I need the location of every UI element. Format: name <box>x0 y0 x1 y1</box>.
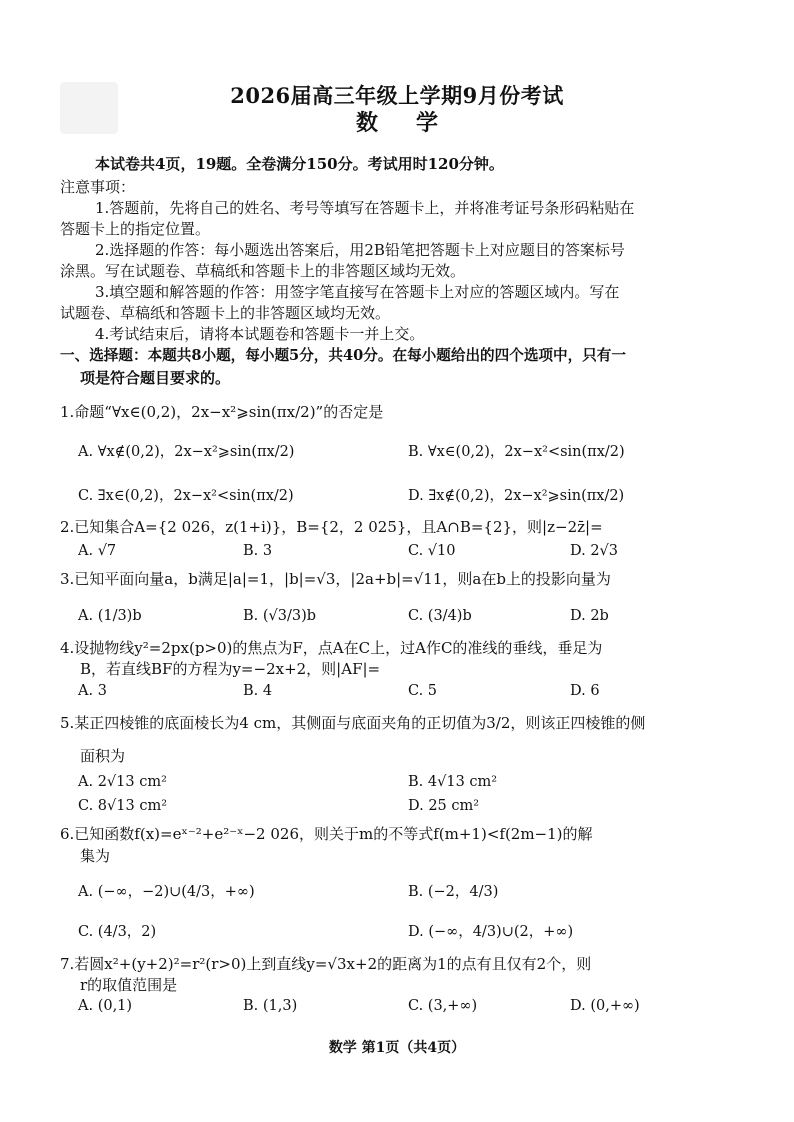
question-7-stem: 7.若圆x²+(y+2)²=r²(r>0)上到直线y=√3x+2的距离为1的点有且仅有2个，则 <box>60 955 592 973</box>
q7-option-d: D. (0,+∞) <box>570 998 640 1014</box>
notice-line: 1.答题前，先将自己的姓名、考号等填写在答题卡上，并将准考证号条形码粘贴在 <box>95 199 635 217</box>
exam-intro: 本试卷共4页，19题。全卷满分150分。考试用时120分钟。 <box>95 155 504 173</box>
q1-option-d: D. ∃x∉(0,2)，2x−x²⩾sin(πx/2) <box>408 488 625 504</box>
q4-option-c: C. 5 <box>408 683 438 699</box>
q4-option-a: A. 3 <box>78 683 107 699</box>
question-3-stem: 3.已知平面向量a，b满足|a|=1，|b|=√3，|2a+b|=√11，则a在b上的投影向量为 <box>60 570 611 588</box>
q7-option-b: B. (1,3) <box>243 998 298 1014</box>
q2-option-c: C. √10 <box>408 543 456 559</box>
q5-option-c: C. 8√13 cm² <box>78 798 168 814</box>
notice-line: 涂黑。写在试题卷、草稿纸和答题卡上的非答题区域均无效。 <box>60 262 466 280</box>
q3-option-b: B. (√3/3)b <box>243 608 317 624</box>
q1-option-b: B. ∀x∈(0,2)，2x−x²<sin(πx/2) <box>408 444 625 460</box>
notice-line: 2.选择题的作答：每小题选出答案后，用2B铅笔把答题卡上对应题目的答案标号 <box>95 241 625 259</box>
notice-line: 4.考试结束后，请将本试题卷和答题卡一并上交。 <box>95 325 425 343</box>
question-6-stem: 6.已知函数f(x)=eˣ⁻²+e²⁻ˣ−2 026，则关于m的不等式f(m+1)<f(2m−1)的解 <box>60 825 593 843</box>
q3-option-a: A. (1/3)b <box>78 608 142 624</box>
notice-heading: 注意事项： <box>60 178 136 196</box>
section-heading-cont: 项是符合题目要求的。 <box>80 369 231 387</box>
q7-option-a: A. (0,1) <box>78 998 133 1014</box>
question-5-stem-cont: 面积为 <box>80 747 126 765</box>
q7-option-c: C. (3,+∞) <box>408 998 478 1014</box>
q5-option-a: A. 2√13 cm² <box>78 774 167 790</box>
notice-line: 试题卷、草稿纸和答题卡上的非答题区域均无效。 <box>60 304 391 322</box>
q6-option-d: D. (−∞，4/3)∪(2，+∞) <box>408 924 574 940</box>
question-1-stem: 1.命题“∀x∈(0,2)，2x−x²⩾sin(πx/2)”的否定是 <box>60 403 384 421</box>
q1-option-a: A. ∀x∉(0,2)，2x−x²⩾sin(πx/2) <box>78 444 295 460</box>
section-heading: 一、选择题：本题共8小题，每小题5分，共40分。在每小题给出的四个选项中，只有一 <box>60 347 626 364</box>
q6-option-a: A. (−∞，−2)∪(4/3，+∞) <box>78 884 255 900</box>
question-5-stem: 5.某正四棱锥的底面棱长为4 cm，其侧面与底面夹角的正切值为3/2，则该正四棱锥的侧 <box>60 714 646 732</box>
q1-option-c: C. ∃x∈(0,2)，2x−x²<sin(πx/2) <box>78 488 294 504</box>
question-4-stem: 4.设抛物线y²=2px(p>0)的焦点为F，点A在C上，过A作C的准线的垂线，垂足为 <box>60 639 603 657</box>
q2-option-a: A. √7 <box>78 543 117 559</box>
notice-line: 答题卡上的指定位置。 <box>60 220 211 238</box>
subject-title: 数学 <box>355 110 476 136</box>
q4-option-d: D. 6 <box>570 683 600 699</box>
q4-option-b: B. 4 <box>243 683 273 699</box>
question-2-stem: 2.已知集合A={2 026，z(1+i)}，B={2，2 025}，且A∩B={2}，则|z−2z̄|= <box>60 518 603 536</box>
page-footer: 数学 第1页（共4页） <box>328 1040 466 1056</box>
notice-line: 3.填空题和解答题的作答：用签字笔直接写在答题卡上对应的答题区域内。写在 <box>95 283 620 301</box>
q3-option-c: C. (3/4)b <box>408 608 472 624</box>
question-4-stem-cont: B，若直线BF的方程为y=−2x+2，则|AF|= <box>80 660 381 678</box>
q6-option-c: C. (4/3，2) <box>78 924 157 940</box>
q2-option-b: B. 3 <box>243 543 273 559</box>
q6-option-b: B. (−2，4/3) <box>408 884 499 900</box>
question-6-stem-cont: 集为 <box>80 847 111 865</box>
question-7-stem-cont: r的取值范围是 <box>80 976 178 994</box>
exam-title: 2026届高三年级上学期9月份考试 <box>230 83 564 108</box>
q5-option-d: D. 25 cm² <box>408 798 480 814</box>
q3-option-d: D. 2b <box>570 608 609 624</box>
q5-option-b: B. 4√13 cm² <box>408 774 498 790</box>
q2-option-d: D. 2√3 <box>570 543 619 559</box>
